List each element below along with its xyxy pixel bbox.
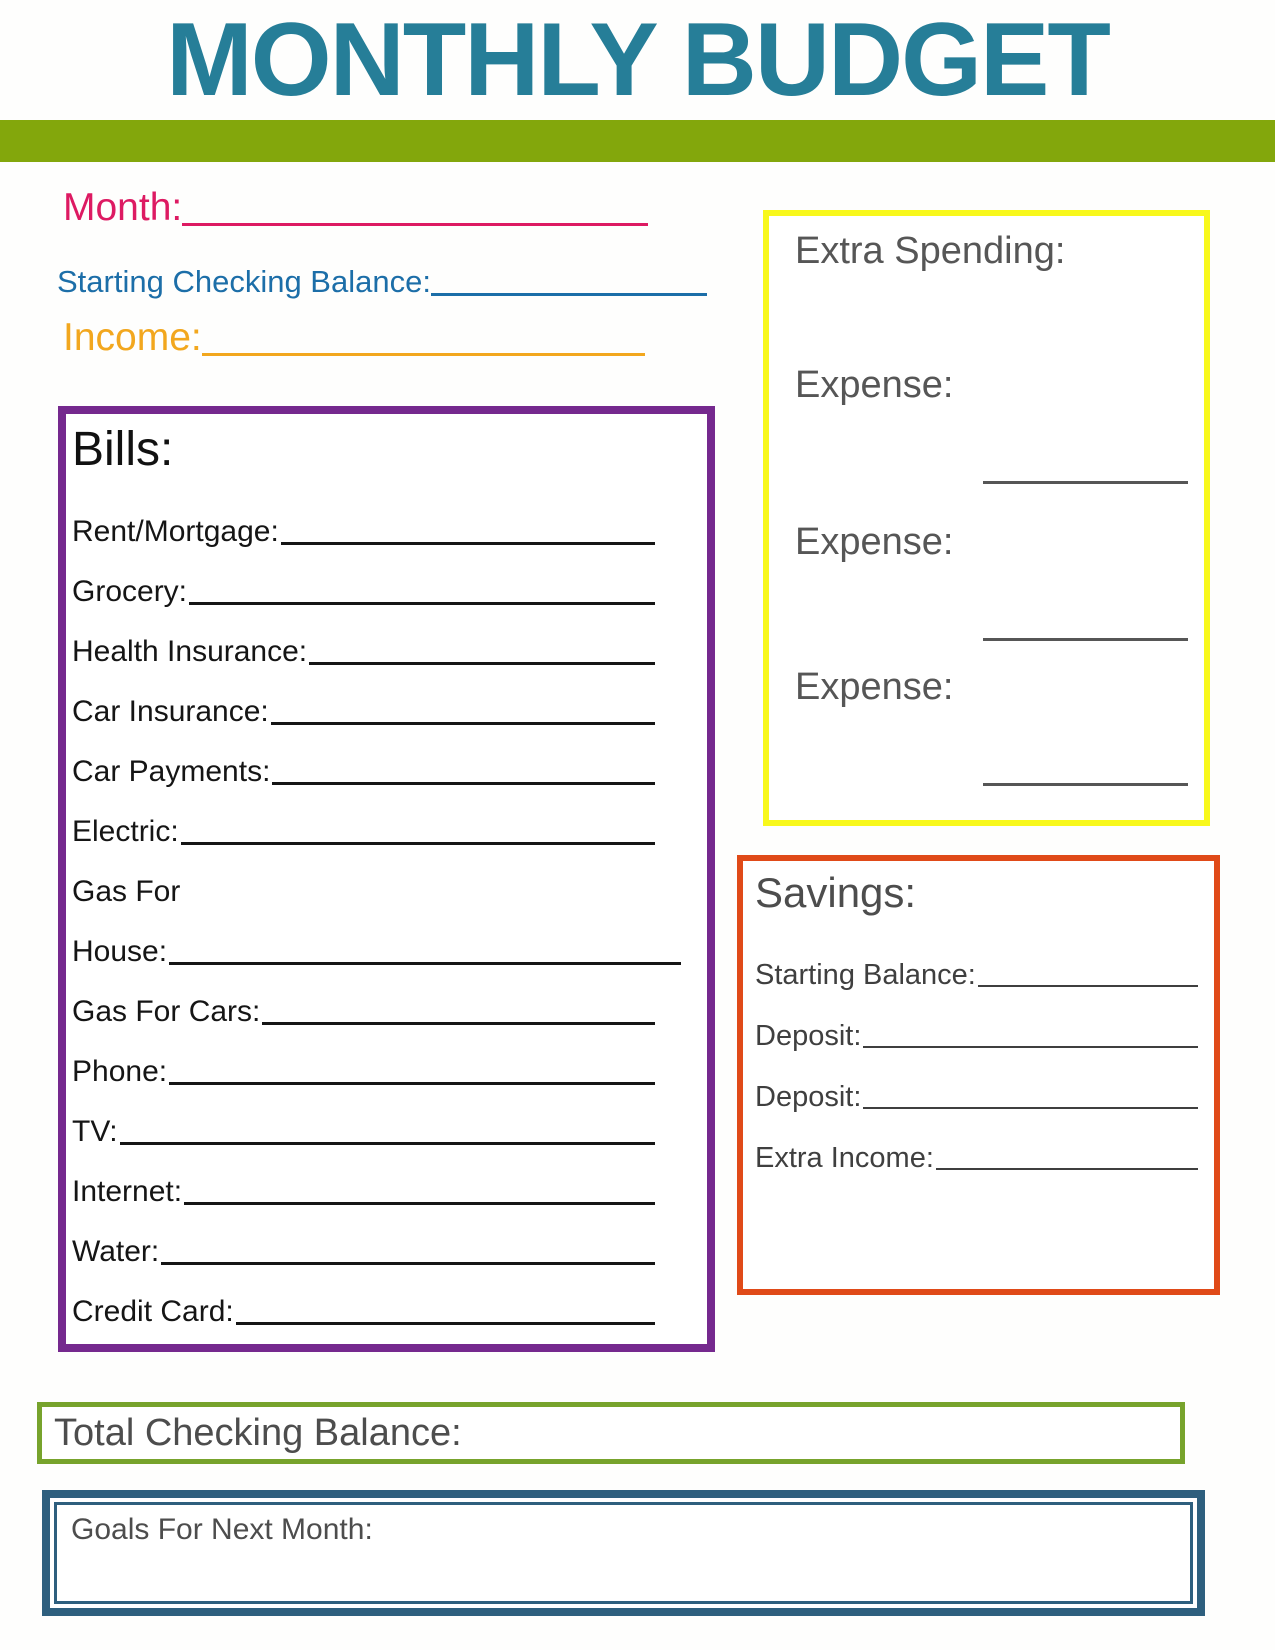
savings-write-line	[978, 985, 1198, 987]
goals-label: Goals For Next Month:	[71, 1513, 373, 1546]
starting-checking-balance-field	[57, 264, 707, 300]
expense-label: Expense:	[795, 364, 954, 406]
page-title: MONTHLY BUDGET	[166, 2, 1109, 118]
bill-item-label: TV:	[72, 1115, 118, 1149]
savings-write-line	[863, 1046, 1198, 1048]
expense-write-line	[983, 481, 1188, 484]
bill-write-line	[272, 782, 655, 785]
bill-item-label: House:	[72, 935, 168, 969]
bill-write-line	[309, 662, 655, 665]
savings-row	[755, 1114, 1198, 1175]
green-banner	[0, 120, 1275, 162]
bill-row	[72, 1029, 655, 1089]
savings-heading: Savings:	[755, 869, 917, 916]
savings-list	[755, 931, 1198, 1175]
bill-write-line	[120, 1142, 655, 1145]
bill-write-line	[271, 722, 655, 725]
savings-item-label: Deposit:	[755, 1081, 862, 1113]
savings-box	[737, 855, 1220, 1295]
bill-write-line	[181, 842, 655, 845]
bill-row	[72, 1149, 655, 1209]
savings-row	[755, 992, 1198, 1053]
expense-write-line	[983, 783, 1188, 786]
bills-box	[58, 406, 715, 1352]
bills-inner	[66, 414, 707, 1329]
bill-row	[72, 549, 655, 609]
bill-row-continued	[72, 849, 655, 909]
extra-spending-heading: Extra Spending:	[795, 230, 1066, 272]
bill-item-label: Rent/Mortgage:	[72, 515, 279, 549]
goals-inner-frame	[54, 1502, 1193, 1604]
savings-write-line	[936, 1168, 1198, 1170]
savings-row	[755, 1053, 1198, 1114]
starting-checking-balance-label: Starting Checking Balance:	[57, 264, 431, 299]
bill-write-line	[161, 1262, 655, 1265]
bill-row	[72, 1269, 655, 1329]
bills-heading: Bills:	[72, 423, 174, 476]
bill-row	[72, 669, 655, 729]
expense-write-line	[983, 638, 1188, 641]
expense-block	[795, 666, 1188, 786]
bill-item-label: Water:	[72, 1235, 160, 1269]
income-write-line	[202, 353, 645, 356]
income-field	[63, 316, 645, 360]
bill-write-line	[281, 542, 655, 545]
savings-row	[755, 931, 1198, 992]
savings-write-line	[863, 1107, 1198, 1109]
bill-write-line	[236, 1322, 655, 1325]
bill-item-label: Grocery:	[72, 575, 188, 609]
income-label: Income:	[63, 316, 202, 359]
expense-label: Expense:	[795, 521, 954, 563]
bill-item-label: Internet:	[72, 1175, 183, 1209]
extra-spending-box	[763, 210, 1210, 826]
bill-row	[72, 609, 655, 669]
bill-item-label: Health Insurance:	[72, 635, 308, 669]
bill-write-line	[169, 1082, 655, 1085]
month-write-line	[182, 223, 648, 226]
bill-item-label: Electric:	[72, 815, 179, 849]
bill-row	[72, 729, 655, 789]
savings-item-label: Extra Income:	[755, 1142, 934, 1174]
bill-item-label: Phone:	[72, 1055, 168, 1089]
starting-checking-balance-write-line	[431, 293, 707, 296]
goals-box	[42, 1490, 1205, 1616]
bill-row	[72, 909, 655, 969]
bill-row	[72, 969, 655, 1029]
bill-row	[72, 1089, 655, 1149]
expense-block	[795, 364, 1188, 484]
bill-write-line	[184, 1202, 655, 1205]
expense-label: Expense:	[795, 666, 954, 708]
bill-write-line	[169, 962, 681, 965]
bill-write-line	[262, 1022, 655, 1025]
bill-row	[72, 489, 655, 549]
bill-row	[72, 789, 655, 849]
bill-write-line	[189, 602, 655, 605]
expense-block	[795, 521, 1188, 641]
total-checking-box	[37, 1402, 1185, 1464]
bill-item-label: Credit Card:	[72, 1295, 234, 1329]
bills-list	[72, 489, 655, 1329]
bill-item-label: Car Insurance:	[72, 695, 269, 729]
total-checking-label: Total Checking Balance:	[54, 1411, 462, 1454]
savings-item-label: Deposit:	[755, 1020, 862, 1052]
bill-item-label: Gas For	[72, 875, 181, 909]
month-field	[63, 186, 648, 230]
savings-item-label: Starting Balance:	[755, 959, 976, 991]
bill-item-label: Gas For Cars:	[72, 995, 261, 1029]
month-label: Month:	[63, 186, 183, 229]
bill-item-label: Car Payments:	[72, 755, 271, 789]
bill-row	[72, 1209, 655, 1269]
